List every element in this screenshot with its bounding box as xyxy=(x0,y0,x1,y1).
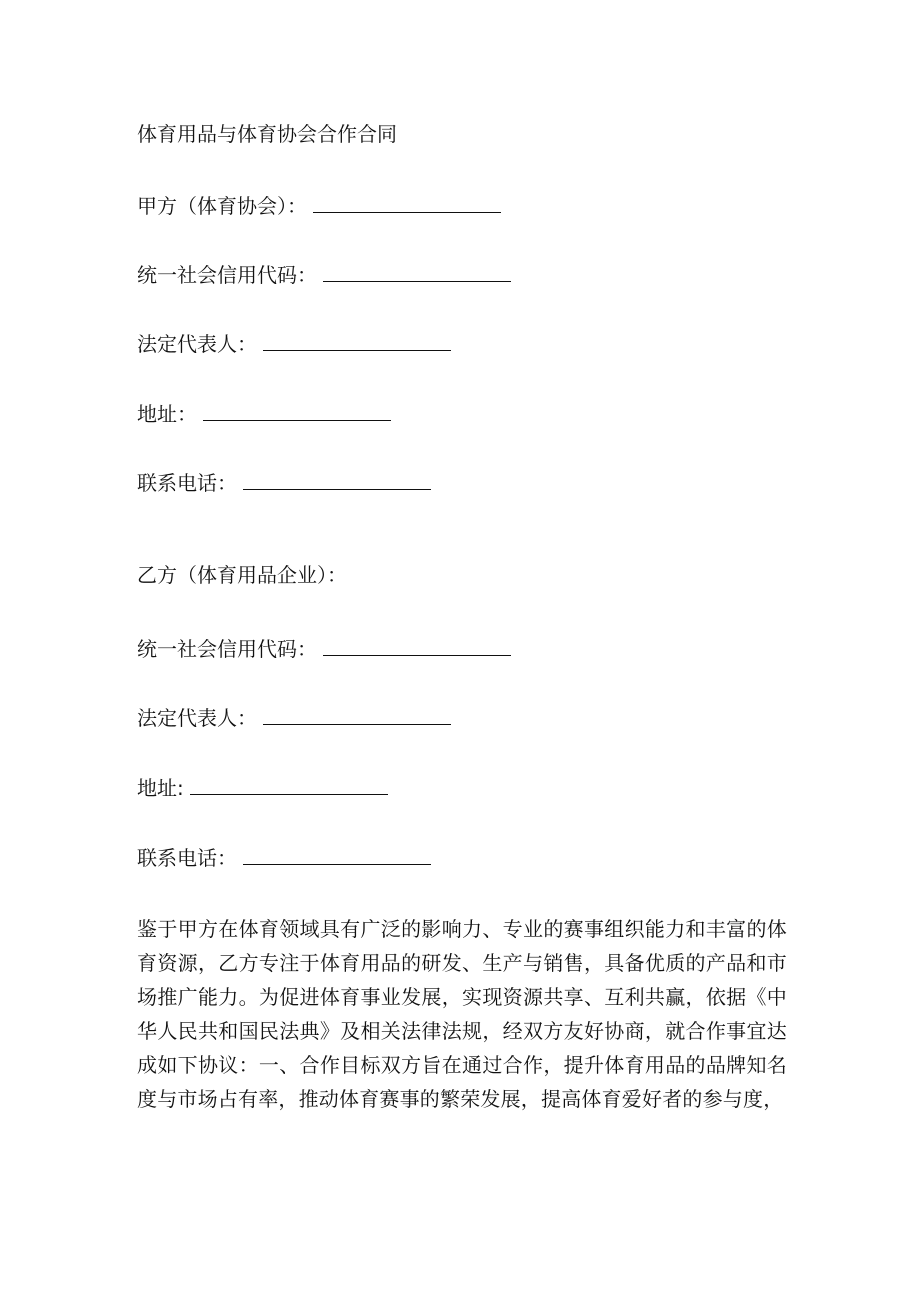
party-b-credit-code-blank xyxy=(323,637,511,656)
body-paragraph: 鉴于甲方在体育领域具有广泛的影响力、专业的赛事组织能力和丰富的体育资源，乙方专注于体育用品的研发、生产与销售，具备优质的产品和市场推广能力。为促进体育事业发展，实现资源共享、互利共赢，依据《中华人民共和国民法典》及相关法律法规，经双方友好协商，就合作事宜达成如下协议：一、合作目标双方旨在通过合作，提升体育用品的品牌知名度与市场占有率，推动体育赛事的繁荣发展，提高体育爱好者的参与度， xyxy=(137,917,787,1111)
party-b-credit-code-row xyxy=(137,637,511,661)
party-a-credit-code-row xyxy=(137,263,511,287)
party-b-rep-blank xyxy=(263,706,451,725)
party-a-address-label: 地址： xyxy=(137,402,197,426)
party-b-phone-row xyxy=(137,846,431,870)
party-b-address-blank xyxy=(190,776,388,795)
party-a-phone-label: 联系电话： xyxy=(137,471,237,495)
party-a-heading: 甲方（体育协会）： xyxy=(137,194,307,218)
party-a-heading-row xyxy=(137,194,501,218)
party-b-rep-row xyxy=(137,706,451,730)
party-b-phone-blank xyxy=(243,846,431,865)
party-a-rep-label: 法定代表人： xyxy=(137,332,257,356)
party-a-rep-blank xyxy=(263,332,451,351)
party-b-address-label: 地址: xyxy=(137,776,184,800)
party-b-phone-label: 联系电话： xyxy=(137,846,237,870)
party-a-credit-code-label: 统一社会信用代码： xyxy=(137,263,317,287)
contract-title: 体育用品与体育协会合作合同 xyxy=(137,122,397,146)
party-a-rep-row xyxy=(137,332,451,356)
party-a-address-blank xyxy=(203,402,391,421)
party-b-heading: 乙方（体育用品企业）： xyxy=(137,563,347,587)
party-a-credit-code-blank xyxy=(323,263,511,282)
party-b-address-row xyxy=(137,776,388,800)
party-b-rep-label: 法定代表人： xyxy=(137,706,257,730)
party-b-credit-code-label: 统一社会信用代码： xyxy=(137,637,317,661)
party-a-name-blank xyxy=(313,194,501,213)
party-a-phone-row xyxy=(137,471,431,495)
party-a-phone-blank xyxy=(243,471,431,490)
party-a-address-row xyxy=(137,402,391,426)
